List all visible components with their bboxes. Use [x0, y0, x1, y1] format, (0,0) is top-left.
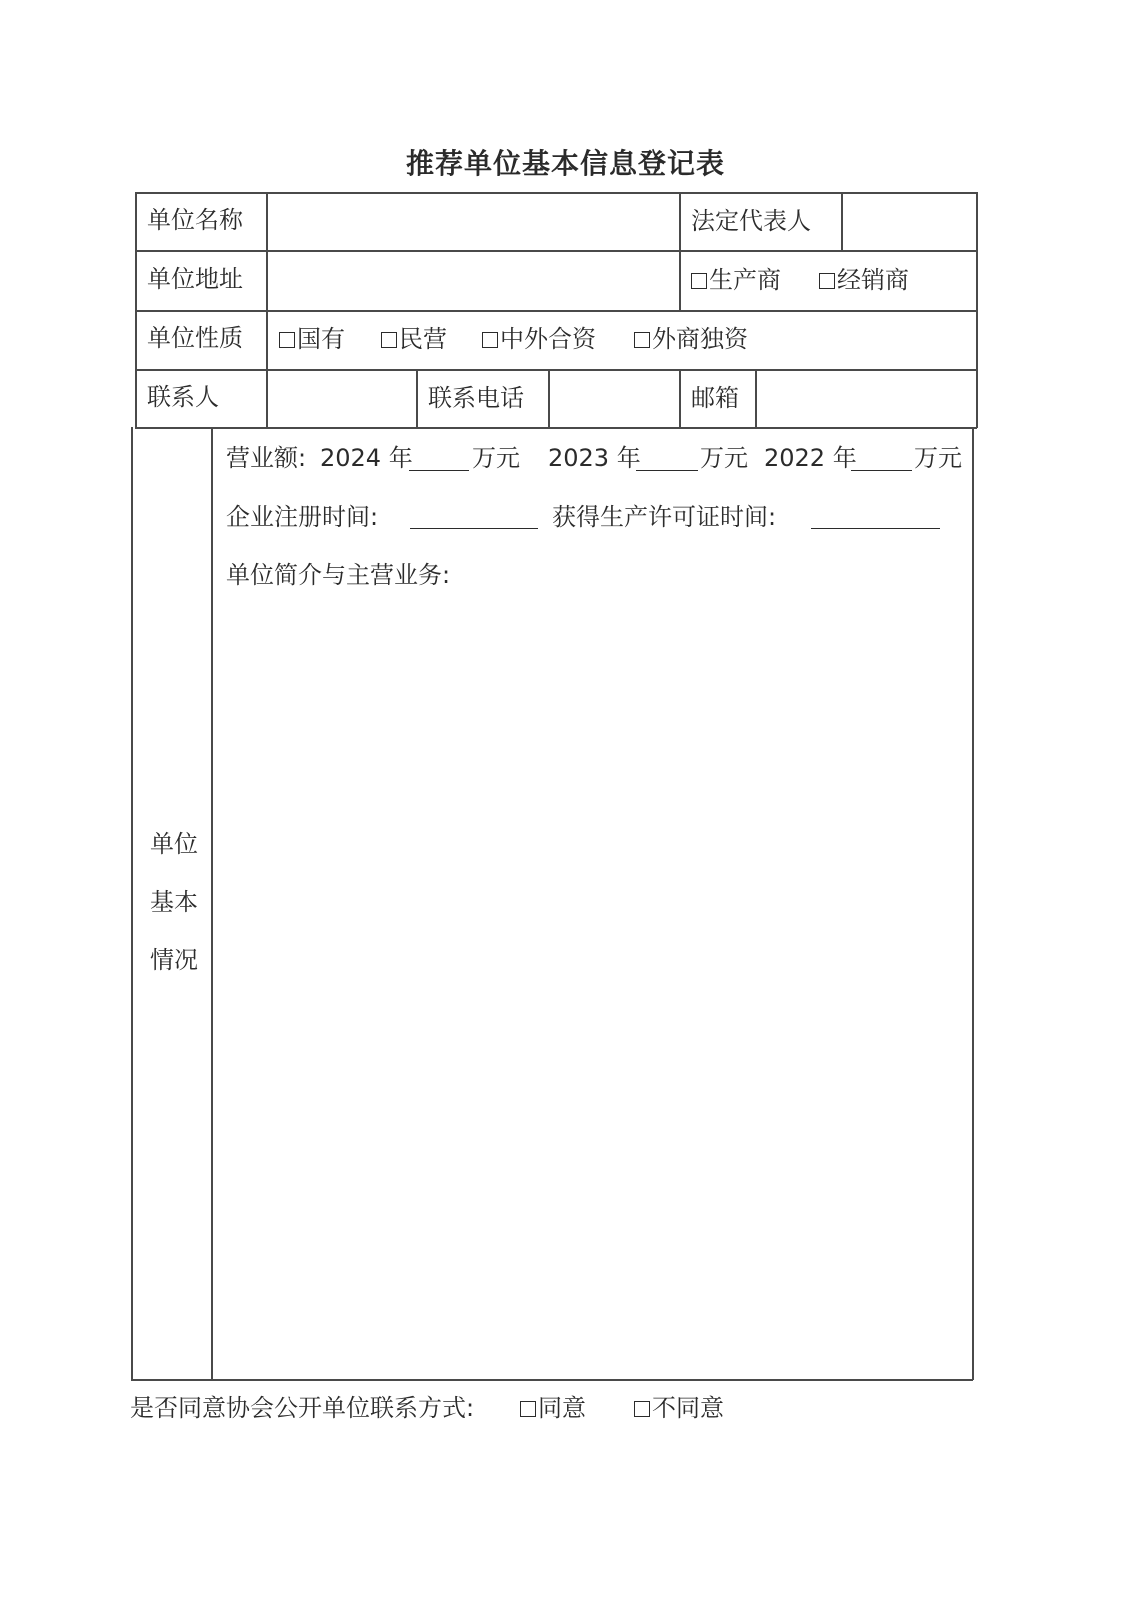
checkbox-icon	[634, 1401, 650, 1417]
license-time-label: 获得生产许可证时间:	[552, 503, 777, 531]
checkbox-icon	[482, 332, 498, 348]
table-col-divider	[679, 192, 681, 310]
checkbox-icon	[691, 273, 707, 289]
table-row-divider	[135, 427, 977, 429]
label-email: 邮箱	[691, 384, 739, 412]
table-col-divider	[211, 427, 213, 1380]
contact-phone-field[interactable]	[550, 371, 678, 426]
table-border-left	[135, 192, 137, 428]
unit-address-field[interactable]	[268, 252, 678, 309]
checkbox-icon	[520, 1401, 536, 1417]
intro-textarea[interactable]	[214, 592, 970, 1376]
revenue-label: 营业额:	[226, 444, 307, 472]
revenue-2024-blank[interactable]	[409, 470, 469, 471]
label-unit-name: 单位名称	[147, 206, 243, 234]
registration-time-blank[interactable]	[410, 528, 538, 529]
revenue-2023-blank[interactable]	[636, 470, 698, 471]
label-basic-info-3: 情况	[150, 946, 198, 974]
revenue-unit: 万元	[914, 444, 962, 472]
revenue-year-2024: 2024 年	[320, 444, 413, 472]
label-basic-info-2: 基本	[150, 888, 198, 916]
label-contact-person: 联系人	[147, 383, 219, 411]
checkbox-producer[interactable]: 生产商	[691, 265, 781, 295]
revenue-unit: 万元	[472, 444, 520, 472]
table-row-divider	[135, 310, 977, 312]
email-field[interactable]	[757, 371, 975, 426]
revenue-year-2022: 2022 年	[764, 444, 857, 472]
table-border-right	[976, 192, 978, 428]
footer-question: 是否同意协会公开单位联系方式:	[130, 1394, 475, 1422]
label-unit-nature: 单位性质	[147, 324, 243, 352]
checkbox-private[interactable]: 民营	[381, 324, 447, 354]
checkbox-icon	[634, 332, 650, 348]
license-time-blank[interactable]	[811, 528, 940, 529]
checkbox-icon	[381, 332, 397, 348]
checkbox-joint-venture[interactable]: 中外合资	[482, 324, 596, 354]
intro-label: 单位简介与主营业务:	[226, 561, 451, 589]
checkbox-icon	[279, 332, 295, 348]
checkbox-foreign-owned[interactable]: 外商独资	[634, 324, 748, 354]
revenue-unit: 万元	[700, 444, 748, 472]
legal-rep-field[interactable]	[843, 194, 975, 249]
table-col-divider	[416, 369, 418, 428]
table-border-bottom	[131, 1379, 973, 1381]
checkbox-state-owned[interactable]: 国有	[279, 324, 345, 354]
label-unit-address: 单位地址	[147, 265, 243, 293]
registration-time-label: 企业注册时间:	[226, 503, 379, 531]
table-col-divider	[679, 369, 681, 428]
revenue-year-2023: 2023 年	[548, 444, 641, 472]
checkbox-distributor[interactable]: 经销商	[819, 265, 909, 295]
unit-name-field[interactable]	[268, 194, 678, 249]
table-border-right	[972, 427, 974, 1380]
label-basic-info-1: 单位	[150, 830, 198, 858]
table-border-left	[131, 427, 133, 1380]
revenue-2022-blank[interactable]	[851, 470, 912, 471]
contact-person-field[interactable]	[268, 371, 415, 426]
checkbox-icon	[819, 273, 835, 289]
checkbox-agree[interactable]: 同意	[520, 1393, 586, 1423]
checkbox-disagree[interactable]: 不同意	[634, 1393, 724, 1423]
label-legal-rep: 法定代表人	[691, 207, 811, 235]
page-title: 推荐单位基本信息登记表	[405, 147, 725, 180]
label-contact-phone: 联系电话	[428, 384, 524, 412]
